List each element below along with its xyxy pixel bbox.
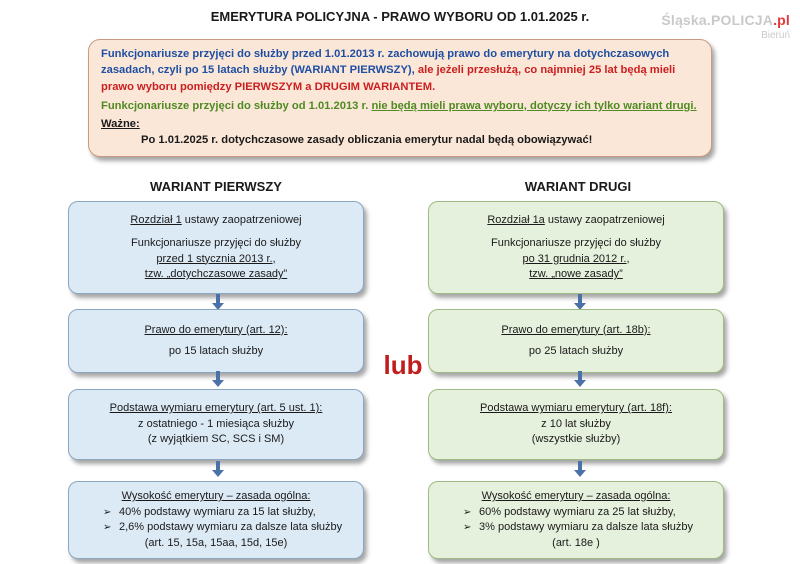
left-arrow-3 xyxy=(214,461,222,477)
left-box3-l1: z ostatniego - 1 miesiąca służby xyxy=(138,417,294,430)
right-box-base xyxy=(428,389,724,460)
left-box-base xyxy=(68,389,364,460)
left-arrow-2 xyxy=(214,371,222,387)
right-column-heading: WARIANT DRUGI xyxy=(524,179,632,194)
or-label: lub xyxy=(383,350,423,380)
right-box4-foot: (art. 18e ) xyxy=(552,536,600,549)
left-box3-title: Podstawa wymiaru emerytury (art. 5 ust. 1): xyxy=(109,402,323,415)
left-box-amount xyxy=(68,481,364,559)
intro-p2-a: Funkcjonariusze przyjęci do służby od 1.01.2013 r. xyxy=(101,99,372,112)
logo-brand: Śląska.POLICJA xyxy=(661,12,774,28)
intro-important: Ważne: xyxy=(101,118,140,131)
page-title: EMERYTURA POLICYJNA - PRAWO WYBORU OD 1.01.2025 r. xyxy=(210,9,590,24)
right-arrow-2 xyxy=(576,371,584,387)
right-box-right xyxy=(428,309,724,373)
right-box1-l3: tzw. „nowe zasady” xyxy=(529,268,623,280)
left-box-right xyxy=(68,309,364,373)
right-box2-l1: po 25 latach służby xyxy=(528,345,624,357)
police-logo xyxy=(661,12,790,41)
right-arrow-1 xyxy=(576,294,584,310)
right-chapter: Rozdział 1a xyxy=(487,213,545,226)
left-box2-l1: po 15 latach służby xyxy=(168,345,264,357)
right-box1-l2: po 31 grudnia 2012 r., xyxy=(522,252,630,265)
right-box4-bullet-1: ➢ 60% podstawy wymiaru za 25 lat służby, xyxy=(463,505,723,521)
right-box4-bullet-2: ➢ 3% podstawy wymiaru za dalsze lata służby xyxy=(463,520,723,536)
left-box-chapter xyxy=(68,201,364,294)
intro-note: Po 1.01.2025 r. dotychczasowe zasady obliczania emerytur nadal będą obowiązywać! xyxy=(141,134,593,147)
right-chapter-rest: ustawy zaopatrzeniowej xyxy=(544,213,665,226)
left-chapter: Rozdział 1 xyxy=(130,213,182,226)
right-box3-l1: z 10 lat służby xyxy=(541,417,611,430)
left-chapter-rest: ustawy zaopatrzeniowej xyxy=(181,213,302,226)
left-box2-title: Prawo do emerytury (art. 12): xyxy=(144,323,288,336)
right-box4-title: Wysokość emerytury – zasada ogólna: xyxy=(481,490,671,502)
left-box4-foot: (art. 15, 15a, 15aa, 15d, 15e) xyxy=(144,536,288,549)
left-box4-bullet-1: ➢ 40% podstawy wymiaru za 15 lat służby, xyxy=(103,505,363,521)
left-box4-title: Wysokość emerytury – zasada ogólna: xyxy=(121,490,311,502)
right-arrow-3 xyxy=(576,461,584,477)
right-box1-l1: Funkcjonariusze przyjęci do służby xyxy=(491,237,661,249)
right-box-chapter xyxy=(428,201,724,294)
left-box1-l1: Funkcjonariusze przyjęci do służby xyxy=(131,237,301,249)
intro-p1-a: Funkcjonariusze przyjęci do służby przed 1.01.2013 r. zachowują prawo do emerytury na dotychczasowych zasadach, czyli po 15 latach służby (WARIANT PIERWSZY), xyxy=(101,48,670,77)
intro-box xyxy=(88,39,712,157)
right-box3-title: Podstawa wymiaru emerytury (art. 18f): xyxy=(480,402,672,415)
right-box2-title: Prawo do emerytury (art. 18b): xyxy=(501,323,651,336)
left-box1-l2: przed 1 stycznia 2013 r., xyxy=(156,252,276,265)
left-arrow-1 xyxy=(214,294,222,310)
right-box3-l2: (wszystkie służby) xyxy=(531,433,621,446)
left-box4-bullet-2: ➢ 2,6% podstawy wymiaru za dalsze lata służby xyxy=(103,520,363,536)
left-box3-l2: (z wyjątkiem SC, SCS i SM) xyxy=(147,433,285,446)
left-column-heading: WARIANT PIERWSZY xyxy=(150,179,282,194)
intro-p2-b: nie będą mieli prawa wyboru, dotyczy ich tylko wariant drugi. xyxy=(371,99,697,112)
intro-p1-b: ale jeżeli przesłużą, co najmniej 25 lat będą mieli prawo wyboru pomiędzy PIERWSZYM a DRUGIM WARIANTEM. xyxy=(101,64,676,93)
logo-tld: .pl xyxy=(773,12,790,28)
logo-sub: Bieruń xyxy=(761,30,790,41)
left-box1-l3: tzw. „dotychczasowe zasady” xyxy=(144,268,288,280)
right-box-amount xyxy=(428,481,724,559)
